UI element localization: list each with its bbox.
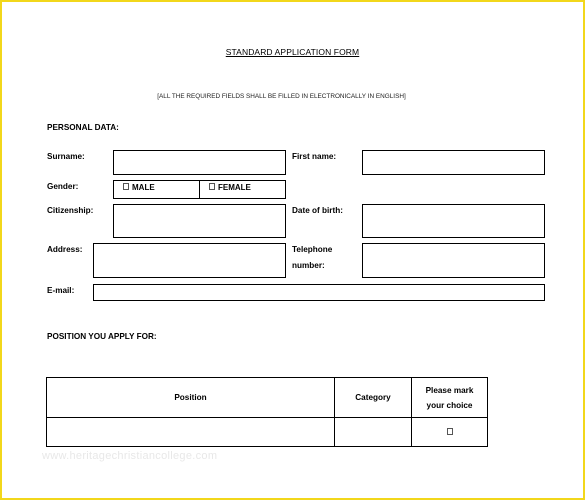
checkbox-icon[interactable] [447, 428, 453, 435]
address-label: Address: [47, 245, 83, 254]
position-table [46, 377, 488, 447]
citizenship-field[interactable] [113, 204, 286, 238]
telephone-label-line1: Telephone [292, 245, 333, 254]
choice-cell[interactable] [412, 418, 488, 447]
gender-male-label: MALE [132, 183, 155, 192]
gender-male-option[interactable] [113, 180, 200, 199]
category-column-header: Category [335, 378, 412, 418]
email-label: E-mail: [47, 286, 75, 295]
category-cell[interactable] [335, 418, 412, 447]
surname-field[interactable] [113, 150, 286, 175]
first-name-label: First name: [292, 152, 337, 161]
surname-label: Surname: [47, 152, 85, 161]
position-column-header: Position [47, 378, 335, 418]
dob-field[interactable] [362, 204, 545, 238]
dob-label: Date of birth: [292, 206, 343, 215]
table-row [47, 418, 488, 447]
email-field[interactable] [93, 284, 545, 301]
position-heading: POSITION YOU APPLY FOR: [47, 332, 157, 341]
gender-female-option[interactable] [199, 180, 286, 199]
form-note: [ALL THE REQUIRED FIELDS SHALL BE FILLED IN ELECTRONICALLY IN ENGLISH] [157, 93, 406, 100]
personal-data-heading: PERSONAL DATA: [47, 123, 119, 132]
form-title: STANDARD APPLICATION FORM [225, 47, 360, 57]
first-name-field[interactable] [362, 150, 545, 175]
choice-column-header [412, 378, 488, 418]
telephone-label-line2: number: [292, 261, 325, 270]
checkbox-icon[interactable] [209, 183, 215, 190]
citizenship-label: Citizenship: [47, 206, 94, 215]
position-cell[interactable] [47, 418, 335, 447]
choice-header-line1: Please mark [425, 385, 474, 395]
gender-label: Gender: [47, 182, 79, 191]
watermark: www.heritagechristiancollege.com [42, 450, 218, 462]
choice-header-line2: your choice [426, 400, 473, 410]
checkbox-icon[interactable] [123, 183, 129, 190]
telephone-field[interactable] [362, 243, 545, 278]
address-field[interactable] [93, 243, 286, 278]
gender-female-label: FEMALE [218, 183, 251, 192]
